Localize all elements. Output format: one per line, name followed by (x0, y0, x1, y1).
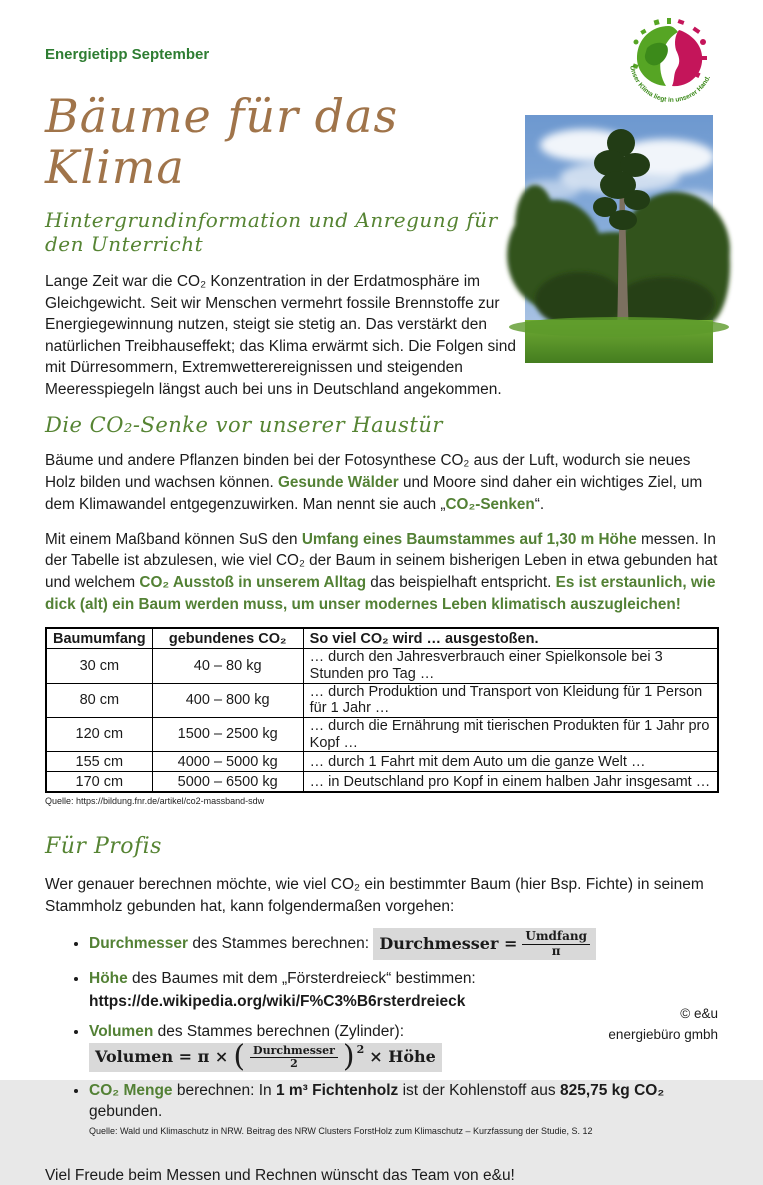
profis-intro: Wer genauer berechnen möchte, wie viel CO₂ ein bestimmter Baum (hier Bsp. Fichte) in seinem Stammholz gebunden hat, kann folgendermaßen vorgehen: (45, 876, 704, 916)
table-cell: 170 cm (46, 772, 152, 793)
footer-company: energiebüro gmbh (608, 1027, 718, 1043)
page-subtitle: Hintergrundinformation und Anregung für den Unterricht (45, 208, 498, 257)
table-row (46, 683, 718, 717)
co2-menge-source: Quelle: Wald und Klimaschutz in NRW. Beitrag des NRW Clusters ForstHolz zum Klimaschutz – Kurzfassung der Studie, S. 12 (89, 1125, 593, 1136)
table-cell: 30 cm (46, 649, 152, 683)
diameter-formula: Durchmesser = $\frac{\text{Umdfang}}{\pi}$ (373, 928, 596, 959)
volume-formula: Volumen = π × ( $\frac{\text{Durchmesser}}{2}$ ) 2 × Höhe (89, 1043, 442, 1072)
paragraph-measure: Mit einem Maßband können SuS den Umfang eines Baumstammes auf 1,30 m Höhe messen. In der Tabelle ist abzulesen, wie viel CO₂ der Baum in seinem bisherigen Leben in etwa gebunden hat und welchem CO₂ Ausstoß in unserem Alltag das beispielhaft entspricht. Es ist erstaunlich, wie dick (alt) ein Baum werden muss, um unser modernes Leben klimatisch auszugleichen! (45, 530, 718, 613)
table-cell: 80 cm (46, 683, 152, 717)
table-cell: 40 – 80 kg (152, 649, 303, 683)
table-cell: 1500 – 2500 kg (152, 718, 303, 752)
table-cell: … in Deutschland pro Kopf in einem halben Jahr insgesamt … (303, 772, 718, 793)
section-heading-profis: Für Profis (45, 834, 162, 860)
bullet-hoehe: • Höhe des Baumes mit dem „Försterdreieck“ bestimmen: https://de.wikipedia.org/wiki/F%C3%B6rsterdreieck (89, 969, 718, 1013)
table-row (46, 649, 718, 683)
closing-paragraph: Viel Freude beim Messen und Rechnen wünscht das Team von e&u! (45, 1166, 515, 1184)
kicker: Energietipp September (45, 46, 210, 63)
wikipedia-url[interactable]: https://de.wikipedia.org/wiki/F%C3%B6rsterdreieck (89, 992, 466, 1010)
table-source: Quelle: https://bildung.fnr.de/artikel/co2-massband-sdw (45, 796, 265, 807)
table-cell: … durch die Ernährung mit tierischen Produkten für 1 Jahr pro Kopf … (303, 718, 718, 752)
section-heading-co2-senke: Die CO₂-Senke vor unserer Haustür (45, 413, 443, 438)
intro-paragraph: Lange Zeit war die CO₂ Konzentration in der Erdatmosphäre im Gleichgewicht. Seit wir Menschen vermehrt fossile Brennstoffe zur Energiegewinnung nutzen, steigt sie stetig an. Das verstärkt den natürlichen Treibhauseffekt; das Klima erwärmt sich. Die Folgen sind mit Dürresommern, Extremwetterereignissen und steigenden Meeresspiegeln längst auch bei uns in Deutschland angekommen. (45, 273, 516, 398)
climate-logo-icon (623, 12, 719, 114)
table-cell: … durch den Jahresverbrauch einer Spielkonsole bei 3 Stunden pro Tag … (303, 649, 718, 683)
table-header-cell: So viel CO₂ wird … ausgestoßen. (303, 628, 718, 649)
table-header-cell: Baumumfang (46, 628, 152, 649)
table-row (46, 718, 718, 752)
table-row (46, 752, 718, 772)
table-cell: … durch Produktion und Transport von Kleidung für 1 Person für 1 Jahr … (303, 683, 718, 717)
bullet-durchmesser: • Durchmesser des Stammes berechnen: Durchmesser = $\frac{\text{Umdfang}}{\pi}$ (89, 928, 718, 959)
table-cell: 155 cm (46, 752, 152, 772)
table-cell: … durch 1 Fahrt mit dem Auto um die ganze Welt … (303, 752, 718, 772)
footer-copyright: © e&u (680, 1006, 718, 1022)
table-row (46, 772, 718, 793)
table-header-row (46, 628, 718, 649)
co2-table (45, 627, 719, 793)
table-cell: 120 cm (46, 718, 152, 752)
paragraph-forests: Bäume und andere Pflanzen binden bei der Fotosynthese CO₂ aus der Luft, wodurch sie neues Holz bilden und wachsen können. Gesunde Wälder und Moore sind daher ein wichtiges Ziel, um dem Klimawandel entgegenzuwirken. Man nennt sie auch „CO₂-Senken“. (45, 452, 703, 513)
table-header-cell: gebundenes CO₂ (152, 628, 303, 649)
bullet-co2-menge: • CO₂ Menge berechnen: In 1 m³ Fichtenholz ist der Kohlenstoff aus 825,75 kg CO₂ gebunden. Quelle: Wald und Klimaschutz in NRW. Beitrag des NRW Clusters ForstHolz zum Klimaschutz – Kurzfassung der Studie, S. 12 (89, 1081, 718, 1137)
table-cell: 400 – 800 kg (152, 683, 303, 717)
tree-photo (525, 115, 713, 363)
table-cell: 5000 – 6500 kg (152, 772, 303, 793)
footer (608, 1004, 718, 1046)
table-cell: 4000 – 5000 kg (152, 752, 303, 772)
bullet-volumen: • Volumen des Stammes berechnen (Zylinder): Volumen = π × ( $\frac{\text{Durchmesser}}{2}$ ) 2 × Höhe (89, 1022, 718, 1072)
logo-tagline: Unser Klima liegt in unserer Hand. (628, 64, 712, 104)
page-title: Bäume für das Klima (45, 89, 399, 194)
